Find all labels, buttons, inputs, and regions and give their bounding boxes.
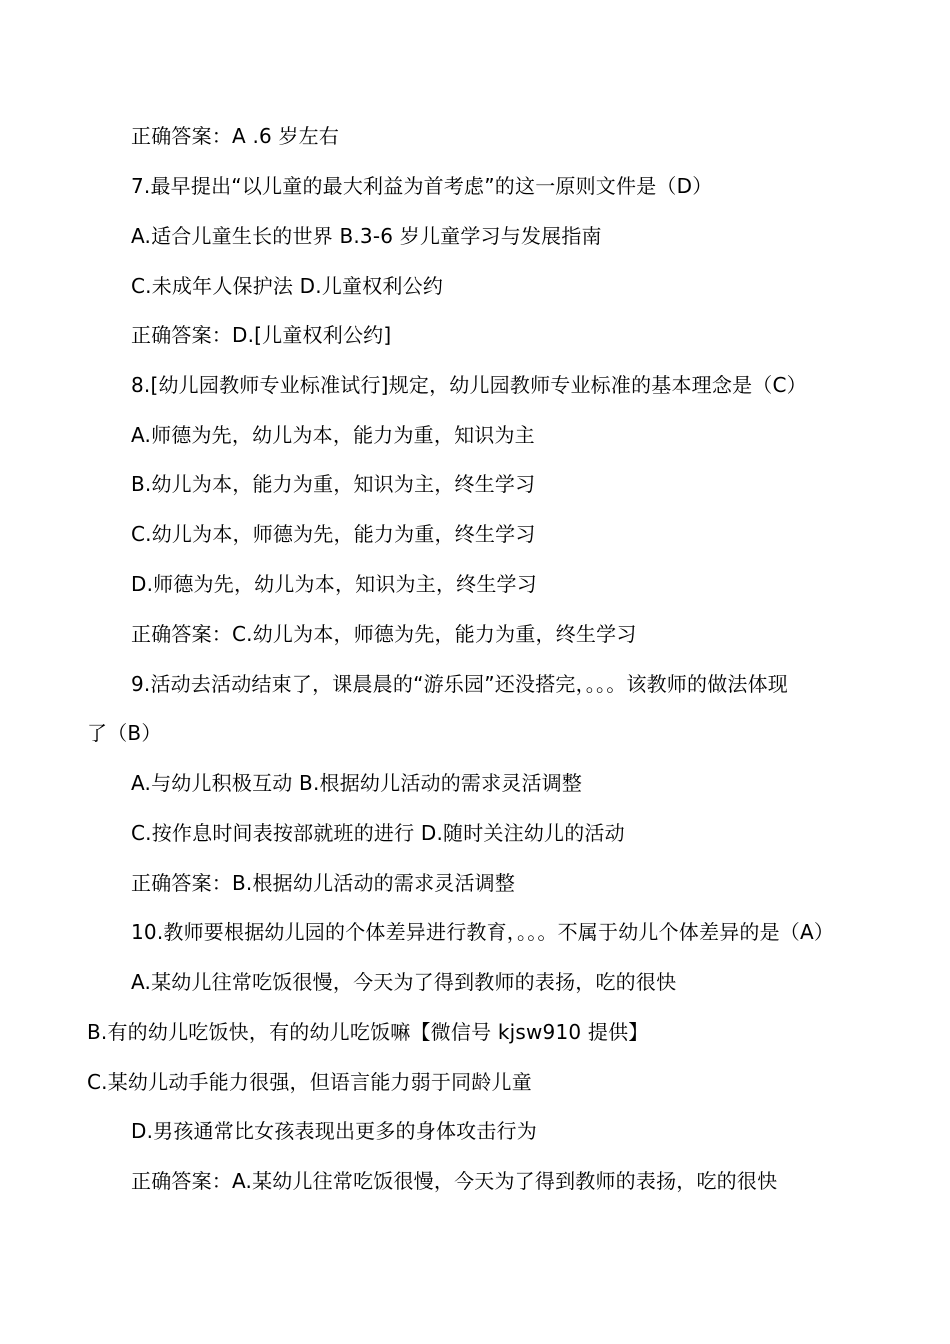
answer-line-9: 正确答案：B.根据幼儿活动的需求灵活调整 [131, 871, 516, 895]
question-9-options-ab: A.与幼儿积极互动 B.根据幼儿活动的需求灵活调整 [131, 771, 583, 795]
question-8-option-b: B.幼儿为本，能力为重，知识为主，终生学习 [131, 472, 536, 496]
question-8: 8.[幼儿园教师专业标准试行]规定，幼儿园教师专业标准的基本理念是（C） [131, 373, 807, 397]
answer-line-8: 正确答案：C.幼儿为本，师德为先，能力为重，终生学习 [131, 622, 637, 646]
question-9: 9.活动去活动结束了，课晨晨的“游乐园”还没搭完，。。。该教师的做法体现 [131, 672, 789, 696]
question-9-continued: 了（B） [87, 721, 162, 745]
question-10-option-d: D.男孩通常比女孩表现出更多的身体攻击行为 [131, 1119, 537, 1143]
question-9-options-cd: C.按作息时间表按部就班的进行 D.随时关注幼儿的活动 [131, 821, 625, 845]
question-10: 10.教师要根据幼儿园的个体差异进行教育，。。。不属于幼儿个体差异的是（A） [131, 920, 835, 944]
question-8-option-a: A.师德为先，幼儿为本，能力为重，知识为主 [131, 423, 535, 447]
answer-line-10: 正确答案：A.某幼儿往常吃饭很慢，今天为了得到教师的表扬，吃的很快 [131, 1169, 778, 1193]
question-8-option-c: C.幼儿为本，师德为先，能力为重，终生学习 [131, 522, 536, 546]
question-10-option-b: B.有的幼儿吃饭快，有的幼儿吃饭嘛【微信号 kjsw910 提供】 [87, 1020, 649, 1044]
question-7: 7.最早提出“以儿童的最大利益为首考虑”的这一原则文件是（D） [131, 174, 713, 198]
answer-line-6: 正确答案：A .6 岁左右 [131, 124, 340, 148]
question-10-option-a: A.某幼儿往常吃饭很慢，今天为了得到教师的表扬，吃的很快 [131, 970, 677, 994]
question-8-option-d: D.师德为先，幼儿为本，知识为主，终生学习 [131, 572, 537, 596]
question-7-options-cd: C.未成年人保护法 D.儿童权利公约 [131, 274, 444, 298]
question-10-option-c: C.某幼儿动手能力很强，但语言能力弱于同龄儿童 [87, 1070, 532, 1094]
question-7-options-ab: A.适合儿童生长的世界 B.3-6 岁儿童学习与发展指南 [131, 224, 602, 248]
answer-line-7: 正确答案：D.[儿童权利公约] [131, 323, 392, 347]
